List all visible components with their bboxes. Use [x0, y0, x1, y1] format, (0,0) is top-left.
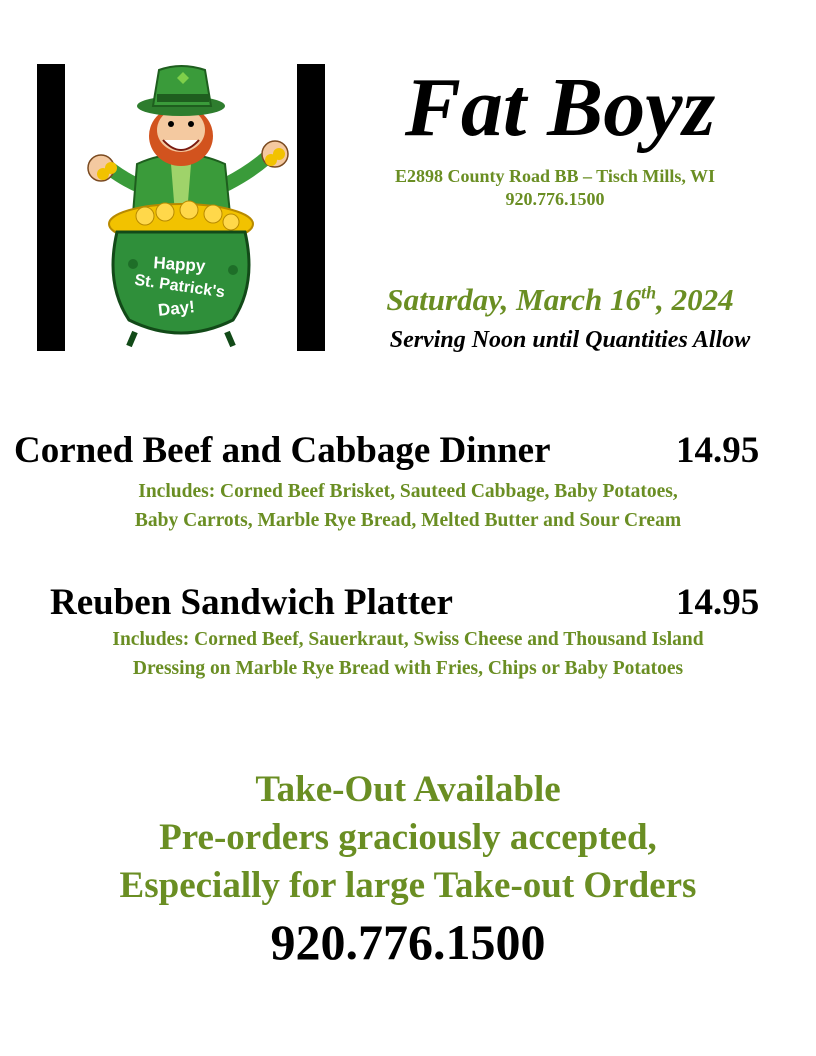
- menu-item-description: [30, 477, 786, 535]
- leprechaun-pot-of-gold-icon: [65, 64, 297, 351]
- address-line: E2898 County Road BB – Tisch Mills, WI: [394, 166, 716, 186]
- preorder-line: Pre-orders graciously accepted,: [159, 817, 657, 858]
- restaurant-title: Fat Boyz: [404, 61, 716, 154]
- takeout-heading: Take-Out Available: [255, 769, 561, 810]
- svg-text:St. Patrick's: St. Patrick's: [133, 271, 226, 302]
- footer-phone: 920.776.1500: [270, 914, 546, 970]
- svg-text:Day!: Day!: [157, 297, 196, 320]
- menu-item-description: [30, 625, 786, 683]
- menu-item-name: Corned Beef and Cabbage Dinner: [14, 430, 551, 471]
- left-frame-bar: [37, 64, 65, 351]
- takeout-footer: [0, 766, 816, 972]
- restaurant-address-block: [330, 165, 780, 211]
- description-line: Includes: Corned Beef Brisket, Sauteed Cabbage, Baby Potatoes,: [138, 481, 678, 502]
- date-superscript: th: [641, 282, 657, 303]
- st-patricks-logo: [37, 64, 325, 351]
- description-line: Baby Carrots, Marble Rye Bread, Melted Butter and Sour Cream: [134, 510, 682, 531]
- header-phone: 920.776.1500: [505, 189, 605, 209]
- svg-text:Happy: Happy: [152, 253, 206, 276]
- date-prefix: Saturday, March 16: [386, 282, 642, 317]
- date-suffix: , 2024: [656, 282, 734, 317]
- description-line: Includes: Corned Beef, Sauerkraut, Swiss Cheese and Thousand Island: [112, 629, 704, 650]
- large-orders-line: Especially for large Take-out Orders: [119, 865, 697, 906]
- right-frame-bar: [297, 64, 325, 351]
- serving-hours: Serving Noon until Quantities Allow: [389, 327, 751, 353]
- description-line: Dressing on Marble Rye Bread with Fries, Chips or Baby Potatoes: [132, 658, 684, 679]
- event-date: [340, 282, 780, 318]
- menu-item-price: 14.95: [676, 582, 760, 623]
- menu-item-name: Reuben Sandwich Platter: [50, 582, 453, 623]
- menu-item-price: 14.95: [676, 430, 760, 471]
